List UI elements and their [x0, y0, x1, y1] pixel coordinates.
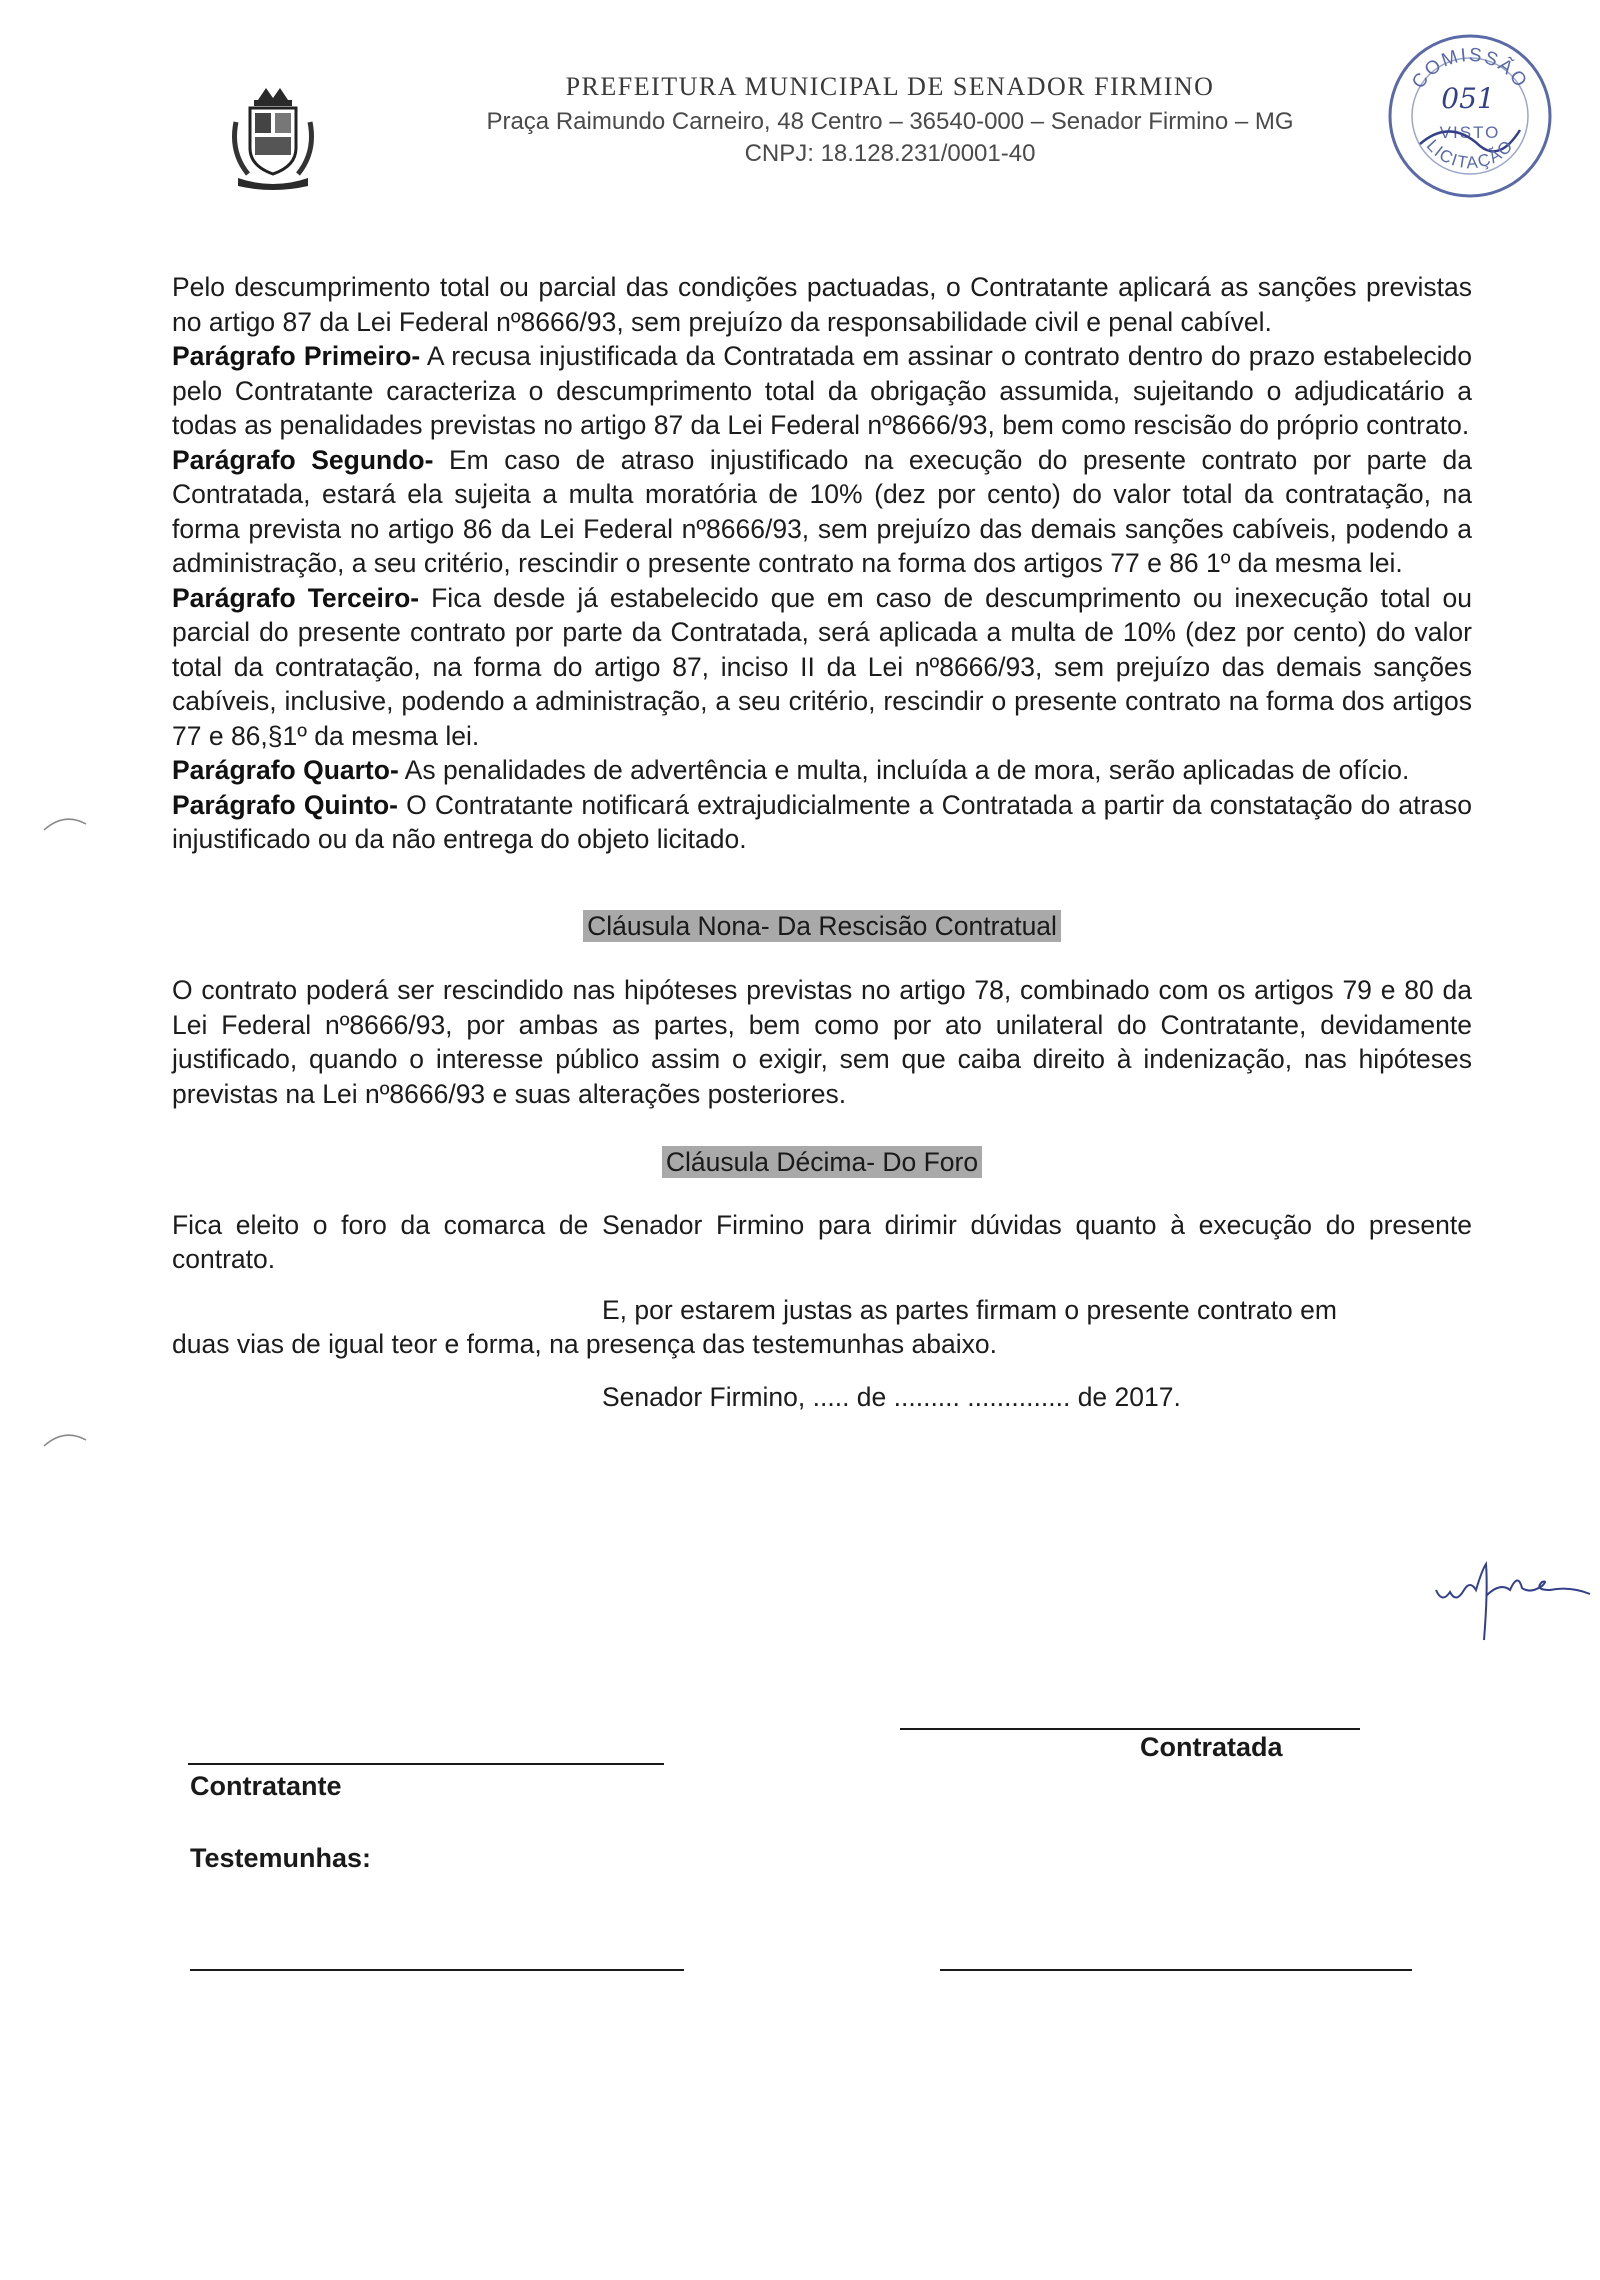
paragraph-fourth-label: Parágrafo Quarto-	[172, 755, 399, 785]
clause-ninth-text: O contrato poderá ser rescindido nas hipóteses previstas no artigo 78, combinado com os artigos 79 e 80 da Lei Federal nº8666/93, por ambas as partes, bem como por ato unilateral do Contratante, devidamente justificado, quando o interesse público assim o exigir, sem que caiba direito à indenização, nas hipóteses previstas na Lei nº8666/93 e suas alterações posteriores.	[172, 975, 1472, 1109]
paragraph-first-text: A recusa injustificada da Contratada em assinar o contrato dentro do prazo estabelecido pelo Contratante caracteriza o descumprimento total da obrigação assumida, sujeitando o adjudicatário a todas as penalidades previstas no artigo 87 da Lei Federal nº8666/93, bem como rescisão do próprio contrato.	[172, 341, 1473, 440]
paragraph-first	[172, 339, 1472, 443]
date-line: Senador Firmino, ..... de ......... .............. de 2017.	[602, 1381, 1181, 1412]
paragraph-fourth-text: As penalidades de advertência e multa, incluída a de mora, serão aplicadas de ofício.	[398, 755, 1410, 785]
paragraph-second	[172, 443, 1472, 581]
paragraph-second-text: Em caso de atraso injustificado na execução do presente contrato por parte da Contratada, estará ela sujeita a multa moratória de 10% (dez por cento) do valor total da contratação, na forma prevista no artigo 86 da Lei Federal nº8666/93, sem prejuízo das demais sanções cabíveis, podendo a administração, a seu critério, rescindir o presente contrato na forma dos artigos 77 e 86 1º da mesma lei.	[172, 444, 1472, 578]
clause-ninth-heading: Cláusula Nona- Da Rescisão Contratual	[583, 910, 1061, 942]
witnesses-label: Testemunhas:	[190, 1843, 372, 1873]
clause-tenth-heading: Cláusula Décima- Do Foro	[662, 1146, 982, 1178]
clause-tenth-text: Fica eleito o foro da comarca de Senador Firmino para dirimir dúvidas quanto à execução do presente contrato.	[172, 1209, 1472, 1274]
stamp-number: 051	[1441, 82, 1495, 115]
commission-stamp	[1380, 26, 1560, 206]
closing-first-line: E, por estarem justas as partes firmam o presente contrato em	[602, 1294, 1337, 1325]
paragraph-third-label: Parágrafo Terceiro-	[172, 582, 420, 613]
paragraph-third-text: Fica desde já estabelecido que em caso de descumprimento ou inexecução total ou parcial do presente contrato por parte da Contratada, será aplicada a multa de 10% (dez por cento) do valor total da contratação, na forma do artigo 87, inciso II da Lei nº8666/93, sem prejuízo das demais sanções cabíveis, inclusive, podendo a administração, a seu critério, rescindir o presente contrato na forma dos artigos 77 e 86,§1º da mesma lei.	[172, 582, 1473, 751]
paragraph-fourth	[172, 753, 1472, 788]
witness-one-signature-line	[190, 1969, 684, 1971]
municipality-cnpj: CNPJ: 18.128.231/0001-40	[744, 140, 1036, 167]
municipality-title: PREFEITURA MUNICIPAL DE SENADOR FIRMINO	[565, 72, 1215, 101]
paragraph-first-label: Parágrafo Primeiro-	[172, 341, 421, 371]
stamp-bottom-text: LICITAÇÃO	[1422, 135, 1518, 173]
paragraph-second-label: Parágrafo Segundo-	[172, 444, 434, 475]
contratada-signature-line	[900, 1728, 1360, 1730]
stamp-middle-text: VISTO	[1439, 123, 1501, 142]
witness-two-signature-line	[940, 1969, 1412, 1971]
contract-body	[172, 270, 1472, 1414]
intro-paragraph: Pelo descumprimento total ou parcial das condições pactuadas, o Contratante aplicará as sanções previstas no artigo 87 da Lei Federal nº8666/93, sem prejuízo da responsabilidade civil e penal cabível.	[172, 272, 1472, 337]
scan-margin-mark	[40, 1426, 90, 1450]
scan-margin-mark	[40, 810, 90, 834]
contratante-label: Contratante	[190, 1771, 342, 1801]
paragraph-fifth	[172, 788, 1472, 857]
contratada-label: Contratada	[1140, 1732, 1283, 1762]
initials-signature	[1430, 1560, 1600, 1650]
contratante-signature-line	[188, 1763, 664, 1765]
municipal-crest-icon	[228, 82, 318, 192]
paragraph-fifth-text: O Contratante notificará extrajudicialmente a Contratada a partir da constatação do atraso injustificado ou da não entrega do objeto licitado.	[172, 789, 1472, 854]
closing-rest: duas vias de igual teor e forma, na presença das testemunhas abaixo.	[172, 1329, 997, 1359]
stamp-top-text: COMISSÃO	[1408, 44, 1532, 93]
paragraph-fifth-label: Parágrafo Quinto-	[172, 789, 399, 820]
municipality-address: Praça Raimundo Carneiro, 48 Centro – 36540-000 – Senador Firmino – MG	[486, 108, 1294, 135]
paragraph-third	[172, 581, 1472, 754]
